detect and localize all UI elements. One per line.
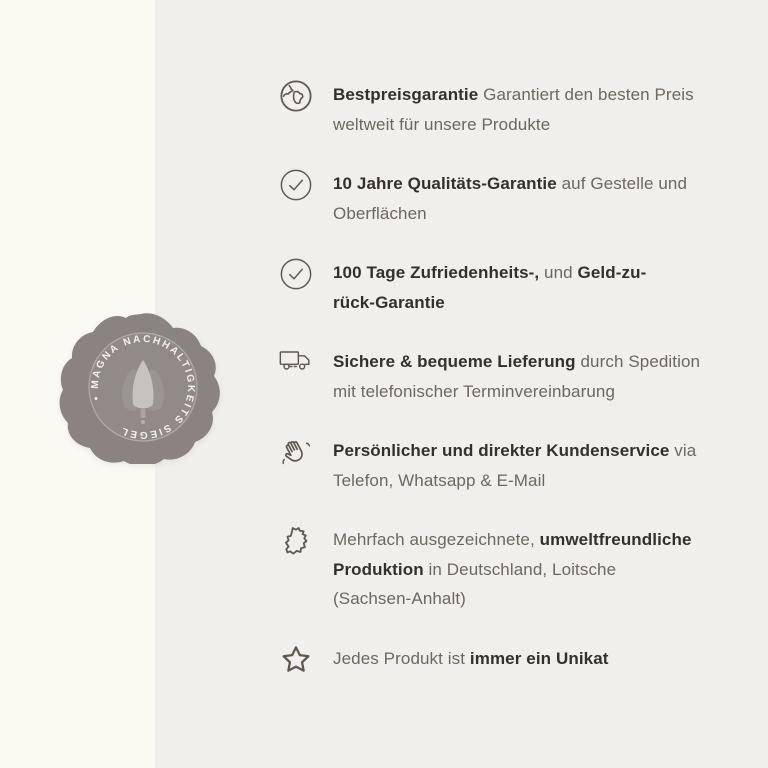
feature-text-line: weltweit für unsere Produkte (333, 114, 551, 134)
feature-text-line: 10 Jahre Qualitäts-Garantie auf Gestelle und (333, 174, 688, 193)
feature-text-line: Bestpreisgarantie Garantiert den besten Preis (333, 85, 694, 104)
feature-item (277, 525, 733, 614)
feature-text (333, 169, 733, 228)
sustainability-seal-badge (56, 310, 228, 464)
check-circle-icon (277, 256, 315, 292)
feature-text-line: Telefon, Whatsapp & E-Mail (333, 470, 546, 490)
feature-text (333, 347, 733, 406)
feature-text-line: Produktion in Deutschland, Loitsche (333, 559, 617, 579)
feature-text-line: rück-Garantie (333, 292, 445, 312)
feature-list (277, 80, 733, 678)
feature-text-line: Oberflächen (333, 203, 427, 223)
feature-item (277, 644, 733, 678)
feature-text (333, 644, 733, 674)
feature-text-line: Mehrfach ausgezeichnete, umweltfreundliche (333, 530, 692, 549)
feature-text-line: Persönlicher und direkter Kundenservice via (333, 441, 697, 460)
feature-text-line: (Sachsen-Anhalt) (333, 589, 466, 608)
feature-text-line: Jedes Produkt ist immer ein Unikat (333, 648, 609, 668)
feature-item (277, 169, 733, 228)
feature-item (277, 258, 733, 317)
feature-text-line: mit telefonischer Terminvereinbarung (333, 381, 616, 401)
feature-text-line: Sichere & bequeme Lieferung durch Spedition (333, 352, 701, 371)
globe-icon (277, 78, 315, 114)
seal-text: • MAGNA NACHHALTIGKEITS SIEGEL (89, 333, 197, 441)
feature-text (333, 258, 733, 317)
waving-hand-icon (277, 434, 315, 470)
feature-text (333, 436, 733, 495)
feature-item (277, 436, 733, 495)
feature-item (277, 347, 733, 406)
feature-text (333, 525, 733, 614)
check-circle-icon (277, 167, 315, 203)
truck-icon (277, 345, 315, 377)
star-icon (277, 642, 315, 678)
feature-item (277, 80, 733, 139)
feature-text-line: 100 Tage Zufriedenheits-, und Geld-zu- (333, 263, 647, 282)
germany-map-icon (277, 523, 315, 559)
feature-text (333, 80, 733, 139)
